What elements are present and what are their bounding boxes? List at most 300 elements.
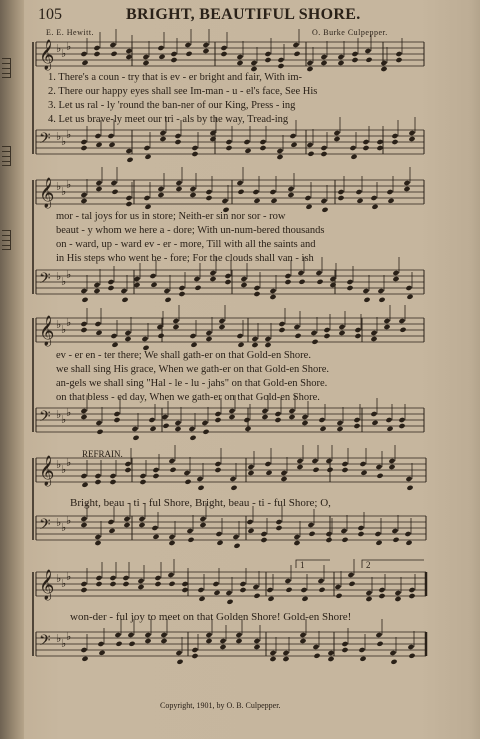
note-head — [225, 590, 232, 596]
note-head — [212, 581, 219, 587]
flat-sign: ♭ — [66, 316, 72, 329]
note-head — [220, 51, 227, 57]
note-head — [253, 644, 260, 650]
note-head — [174, 133, 181, 139]
note-head — [237, 189, 244, 195]
note-head — [327, 656, 334, 662]
note-head — [109, 42, 116, 48]
note-head — [230, 485, 237, 491]
note-head — [341, 647, 348, 653]
note-head — [172, 324, 179, 330]
flat-sign: ♭ — [56, 458, 62, 471]
verse-3-line-2: on - ward, up - ward ev - er - more, Till with all the saints and — [56, 239, 316, 250]
note-head — [250, 60, 257, 66]
note-head — [152, 534, 159, 540]
note-head — [183, 470, 190, 476]
note-head — [341, 537, 348, 543]
note-head — [353, 417, 360, 423]
note-head — [123, 516, 130, 522]
note-head — [405, 540, 412, 546]
note-head — [320, 54, 327, 60]
note-head — [214, 461, 221, 467]
note-head — [329, 276, 336, 282]
note-head — [359, 656, 366, 662]
note-head — [398, 417, 405, 423]
note-head — [360, 470, 367, 476]
note-head — [329, 282, 336, 288]
note-head — [282, 650, 289, 656]
note-head — [251, 336, 258, 342]
note-head — [142, 54, 149, 60]
flat-sign: ♭ — [56, 270, 62, 283]
note-head — [205, 330, 212, 336]
note-head — [199, 516, 206, 522]
note-head — [209, 270, 216, 276]
note-head — [282, 656, 289, 662]
note-head — [288, 408, 295, 414]
note-head — [275, 525, 282, 531]
note-head — [189, 192, 196, 198]
note-head — [389, 650, 396, 656]
note-head — [209, 276, 216, 282]
note-head — [264, 342, 271, 348]
note-head — [95, 180, 102, 186]
note-head — [125, 201, 132, 207]
note-head — [306, 60, 313, 66]
note-head — [80, 647, 87, 653]
note-head — [126, 157, 133, 163]
note-head — [169, 467, 176, 473]
note-head — [300, 587, 307, 593]
note-head — [320, 198, 327, 204]
note-head — [80, 522, 87, 528]
note-head — [334, 584, 341, 590]
note-head — [260, 537, 267, 543]
note-head — [301, 596, 308, 602]
note-head — [108, 142, 115, 148]
note-head — [184, 479, 191, 485]
note-head — [299, 638, 306, 644]
note-head — [218, 324, 225, 330]
treble-clef: 𝄞 — [39, 178, 55, 208]
note-head — [362, 288, 369, 294]
note-head — [236, 54, 243, 60]
note-head — [154, 581, 161, 587]
note-head — [111, 189, 118, 195]
note-head — [403, 180, 410, 186]
note-head — [318, 587, 325, 593]
note-head — [284, 273, 291, 279]
note-head — [95, 142, 102, 148]
note-head — [240, 282, 247, 288]
note-head — [233, 543, 240, 549]
note-head — [184, 42, 191, 48]
note-head — [399, 327, 406, 333]
note-head — [261, 408, 268, 414]
copyright-notice: Copyright, 1901, by O. B. Culpepper. — [160, 701, 281, 710]
note-head — [362, 139, 369, 145]
note-head — [196, 476, 203, 482]
note-head — [144, 154, 151, 160]
note-head — [351, 57, 358, 63]
note-head — [269, 650, 276, 656]
refrain-line-2: won-der - ful joy to meet on that Golden Shore! Gold-en Shore! — [70, 611, 352, 623]
note-head — [341, 461, 348, 467]
note-head — [240, 276, 247, 282]
note-head — [81, 656, 88, 662]
note-head — [107, 133, 114, 139]
note-head — [312, 467, 319, 473]
note-head — [269, 288, 276, 294]
note-head — [81, 60, 88, 66]
note-head — [296, 464, 303, 470]
note-head — [378, 587, 385, 593]
note-head — [276, 148, 283, 154]
note-head — [202, 48, 209, 54]
note-head — [319, 426, 326, 432]
note-head — [288, 414, 295, 420]
note-head — [243, 139, 250, 145]
note-head — [259, 139, 266, 145]
note-head — [95, 330, 102, 336]
note-head — [264, 51, 271, 57]
note-head — [312, 644, 319, 650]
note-head — [364, 48, 371, 54]
note-head — [392, 276, 399, 282]
note-head — [157, 45, 164, 51]
note-head — [94, 133, 101, 139]
note-head — [348, 581, 355, 587]
note-head — [197, 485, 204, 491]
note-head — [80, 581, 87, 587]
note-head — [168, 581, 175, 587]
note-head — [178, 291, 185, 297]
note-head — [394, 596, 401, 602]
note-head — [253, 593, 260, 599]
note-head — [141, 336, 148, 342]
note-head — [278, 321, 285, 327]
note-head — [398, 423, 405, 429]
note-head — [124, 467, 131, 473]
note-head — [174, 139, 181, 145]
note-head — [261, 414, 268, 420]
note-head — [160, 638, 167, 644]
note-head — [408, 653, 415, 659]
note-head — [191, 151, 198, 157]
flat-sign: ♭ — [61, 185, 67, 198]
note-head — [407, 644, 414, 650]
note-head — [235, 638, 242, 644]
note-head — [175, 650, 182, 656]
note-head — [287, 186, 294, 192]
note-head — [80, 321, 87, 327]
note-head — [307, 151, 314, 157]
flat-sign: ♭ — [56, 572, 62, 585]
note-head — [191, 647, 198, 653]
note-head — [335, 593, 342, 599]
note-head — [143, 145, 150, 151]
note-head — [94, 473, 101, 479]
note-head — [122, 575, 129, 581]
note-head — [378, 593, 385, 599]
note-head — [201, 420, 208, 426]
note-head — [395, 51, 402, 57]
note-head — [159, 136, 166, 142]
note-head — [376, 641, 383, 647]
note-head — [244, 148, 251, 154]
refrain-label: REFRAIN. — [82, 449, 123, 459]
note-head — [315, 270, 322, 276]
note-head — [341, 467, 348, 473]
note-head — [232, 534, 239, 540]
verse-3-line-3: an-gels we shall sing "Hal - le - lu - jahs" on that Gold-en Shore. — [56, 378, 328, 389]
note-head — [191, 653, 198, 659]
note-head — [280, 476, 287, 482]
note-head — [110, 180, 117, 186]
note-head — [218, 318, 225, 324]
note-head — [253, 638, 260, 644]
note-head — [175, 186, 182, 192]
note-head — [310, 330, 317, 336]
treble-clef: 𝄞 — [39, 40, 55, 70]
note-head — [157, 186, 164, 192]
note-head — [205, 638, 212, 644]
note-head — [351, 51, 358, 57]
note-head — [80, 327, 87, 333]
note-head — [174, 420, 181, 426]
note-head — [80, 139, 87, 145]
note-head — [199, 522, 206, 528]
note-head — [149, 426, 156, 432]
verse-2-line-1: 2. There our happy eyes shall see Im-man - u - el's face, See His — [48, 86, 318, 97]
note-head — [209, 130, 216, 136]
refrain-line-1: Bright, beau - ti - ful Shore, Bright, beau - ti - ful Shore; O, — [70, 497, 331, 509]
note-head — [157, 333, 164, 339]
bass-clef: 𝄢 — [39, 270, 51, 291]
note-head — [213, 590, 220, 596]
note-head — [93, 288, 100, 294]
note-head — [186, 528, 193, 534]
flat-sign: ♭ — [56, 180, 62, 193]
verse-3-line-1: 3. Let us ral - ly 'round the ban-ner of our King, Press - ing — [48, 100, 296, 111]
note-head — [178, 285, 185, 291]
note-head — [392, 537, 399, 543]
note-head — [277, 63, 284, 69]
bass-clef: 𝄢 — [39, 516, 51, 537]
verse-1-line-1: 1. There's a coun - try that is ev - er bright and fair, With im- — [48, 72, 303, 83]
note-head — [274, 417, 281, 423]
note-head — [358, 647, 365, 653]
note-head — [383, 324, 390, 330]
note-head — [93, 282, 100, 288]
note-head — [375, 632, 382, 638]
note-head — [221, 198, 228, 204]
note-head — [398, 318, 405, 324]
note-head — [325, 531, 332, 537]
note-head — [144, 632, 151, 638]
note-head — [121, 297, 128, 303]
note-head — [220, 45, 227, 51]
note-head — [363, 297, 370, 303]
note-head — [285, 587, 292, 593]
note-head — [96, 429, 103, 435]
note-head — [305, 204, 312, 210]
note-head — [247, 470, 254, 476]
note-head — [251, 342, 258, 348]
note-head — [301, 414, 308, 420]
note-head — [362, 145, 369, 151]
note-head — [156, 324, 163, 330]
note-head — [374, 531, 381, 537]
note-head — [152, 473, 159, 479]
note-head — [144, 638, 151, 644]
note-head — [320, 151, 327, 157]
note-head — [406, 485, 413, 491]
note-head — [225, 139, 232, 145]
note-head — [408, 130, 415, 136]
note-head — [371, 420, 378, 426]
note-head — [243, 417, 250, 423]
note-head — [214, 467, 221, 473]
note-head — [336, 420, 343, 426]
note-head — [333, 136, 340, 142]
note-head — [265, 470, 272, 476]
note-head — [109, 479, 116, 485]
note-head — [224, 279, 231, 285]
note-head — [266, 587, 273, 593]
note-head — [132, 435, 139, 441]
note-head — [370, 195, 377, 201]
flat-sign: ♭ — [61, 463, 67, 476]
note-head — [350, 154, 357, 160]
note-head — [337, 60, 344, 66]
note-head — [346, 279, 353, 285]
note-head — [316, 279, 323, 285]
note-head — [160, 632, 167, 638]
note-head — [337, 189, 344, 195]
note-head — [284, 578, 291, 584]
note-head — [202, 429, 209, 435]
note-head — [338, 324, 345, 330]
note-head — [95, 581, 102, 587]
note-head — [138, 516, 145, 522]
note-head — [215, 531, 222, 537]
note-head — [336, 426, 343, 432]
flat-sign: ♭ — [66, 630, 72, 643]
note-head — [197, 587, 204, 593]
note-head — [154, 575, 161, 581]
note-head — [405, 285, 412, 291]
flat-sign: ♭ — [56, 318, 62, 331]
note-head — [80, 288, 87, 294]
note-head — [317, 578, 324, 584]
note-head — [109, 575, 116, 581]
note-head — [338, 330, 345, 336]
note-head — [391, 133, 398, 139]
note-head — [149, 273, 156, 279]
note-head — [164, 297, 171, 303]
verse-2-line-2: beaut - y whom we here a - dore; With un-num-bered thousands — [56, 225, 325, 236]
note-head — [162, 423, 169, 429]
note-head — [391, 139, 398, 145]
note-head — [353, 423, 360, 429]
note-head — [311, 339, 318, 345]
flat-sign: ♭ — [66, 40, 72, 53]
note-head — [205, 189, 212, 195]
note-head — [115, 641, 122, 647]
note-head — [226, 599, 233, 605]
note-head — [98, 650, 105, 656]
note-head — [122, 581, 129, 587]
note-head — [274, 411, 281, 417]
note-head — [113, 411, 120, 417]
note-head — [365, 590, 372, 596]
note-head — [293, 534, 300, 540]
note-head — [131, 426, 138, 432]
note-head — [110, 51, 117, 57]
note-head — [365, 57, 372, 63]
note-head — [93, 45, 100, 51]
bass-clef: 𝄢 — [39, 408, 51, 429]
note-head — [93, 51, 100, 57]
note-head — [347, 572, 354, 578]
note-head — [365, 596, 372, 602]
note-head — [124, 336, 131, 342]
note-head — [150, 282, 157, 288]
note-head — [108, 528, 115, 534]
verse-4-line-1: 4. Let us brave-ly meet our tri - als by the way, Tread-ing — [48, 114, 289, 125]
note-head — [386, 189, 393, 195]
note-head — [244, 426, 251, 432]
note-head — [157, 192, 164, 198]
note-head — [229, 476, 236, 482]
verse-4-line-2: in His steps who went be - fore; For the clouds shall van - ish — [56, 253, 314, 264]
flat-sign: ♭ — [61, 47, 67, 60]
note-head — [406, 294, 413, 300]
note-head — [123, 522, 130, 528]
note-head — [111, 342, 118, 348]
note-head — [80, 145, 87, 151]
note-head — [189, 186, 196, 192]
note-head — [198, 596, 205, 602]
ending-2-number: 2 — [366, 560, 371, 570]
note-head — [290, 142, 297, 148]
note-head — [239, 581, 246, 587]
note-head — [323, 327, 330, 333]
flat-sign: ♭ — [61, 577, 67, 590]
note-head — [341, 641, 348, 647]
flat-sign: ♭ — [56, 408, 62, 421]
note-head — [107, 519, 114, 525]
note-head — [383, 318, 390, 324]
note-head — [151, 525, 158, 531]
note-head — [333, 130, 340, 136]
note-head — [405, 476, 412, 482]
note-head — [354, 327, 361, 333]
flat-sign: ♭ — [66, 570, 72, 583]
note-head — [267, 596, 274, 602]
note-head — [80, 516, 87, 522]
treble-clef: 𝄞 — [39, 456, 55, 486]
note-head — [109, 473, 116, 479]
note-head — [260, 531, 267, 537]
lyricist-credit: E. E. Hewitt. — [46, 28, 95, 37]
note-head — [253, 198, 260, 204]
note-head — [188, 426, 195, 432]
note-head — [325, 458, 332, 464]
note-head — [408, 593, 415, 599]
note-head — [307, 522, 314, 528]
